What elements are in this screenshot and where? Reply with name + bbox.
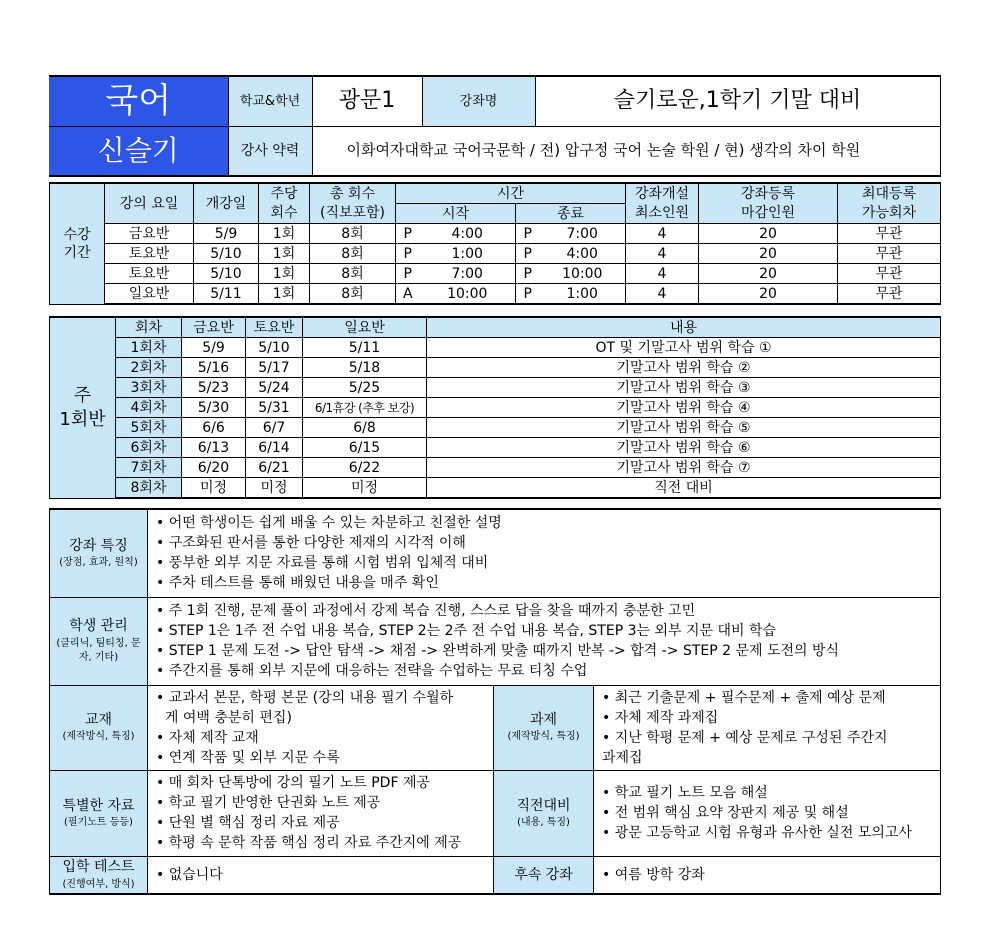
- end-period: P: [516, 264, 540, 284]
- session: 2회차: [116, 358, 182, 378]
- content: 기말고사 범위 학습 ④: [427, 398, 941, 418]
- features-subtitle: (장점, 효과, 원칙): [59, 557, 138, 569]
- list-item: • 주 1회 진행, 문제 풀이 과정에서 강제 복습 진행, 스스로 답을 찾을 때까지 충분한 고민: [156, 602, 696, 619]
- fri-date: 5/23: [182, 378, 246, 398]
- date: 5/11: [194, 284, 259, 305]
- session: 5회차: [116, 418, 182, 438]
- start-period: A: [396, 284, 420, 305]
- session: 4회차: [116, 398, 182, 418]
- max: 무관: [838, 224, 941, 244]
- entrance-subtitle: (진행여부, 방식): [62, 878, 135, 890]
- weekly-row: [50, 458, 941, 478]
- features-list: [148, 509, 941, 597]
- end-time: 4:00: [540, 244, 626, 264]
- weekly-plan-table: [49, 316, 941, 499]
- content: OT 및 기말고사 범위 학습 ①: [427, 338, 941, 358]
- list-item: • 풍부한 외부 지문 자료를 통해 시험 범위 입체적 대비: [156, 555, 489, 571]
- col-content: 내용: [427, 317, 941, 338]
- fri-date: 6/6: [182, 418, 246, 438]
- date: 5/10: [194, 244, 259, 264]
- sat-date: 5/17: [246, 358, 303, 378]
- col-start-date: 개강일: [194, 183, 259, 224]
- homework-subtitle: (제작방식, 특징): [507, 731, 580, 743]
- list-item: • 자체 제작 교재: [156, 729, 259, 746]
- col-time: 시간: [396, 183, 626, 204]
- col-deadline: 강좌등록 마감인원: [699, 183, 838, 224]
- weekly-row: [50, 418, 941, 438]
- end-time: 10:00: [540, 264, 626, 284]
- deadline: 20: [699, 224, 838, 244]
- sat-date: 5/10: [246, 338, 303, 358]
- list-item: • 전 범위 핵심 요약 장판지 제공 및 해설: [602, 805, 849, 821]
- fri-date: 6/13: [182, 438, 246, 458]
- list-item: • 매 회차 단톡방에 강의 필기 노트 PDF 제공: [156, 774, 430, 791]
- end-period: P: [516, 244, 540, 264]
- list-item: • 지난 학평 문제 + 예상 문제로 구성된 주간지: [602, 729, 888, 746]
- max: 무관: [838, 244, 941, 264]
- textbook-subtitle: (제작방식, 특징): [62, 731, 135, 743]
- special-subtitle: (필기노트 등등): [64, 816, 133, 828]
- entrance-title: 입학 테스트: [62, 859, 135, 876]
- list-item: • 없습니다: [156, 866, 223, 883]
- followup-label: [494, 856, 594, 894]
- management-subtitle: (클리닉, 팀티칭, 문자, 기타): [56, 637, 141, 664]
- sun-date: 6/1휴강 (추후 보강): [303, 398, 427, 418]
- weekly: 1회: [259, 284, 310, 305]
- col-fri: 금요반: [182, 317, 246, 338]
- content: 기말고사 범위 학습 ⑦: [427, 458, 941, 478]
- list-item: • 주차 테스트를 통해 배웠던 내용을 매주 확인: [156, 575, 439, 591]
- weekly-row: [50, 438, 941, 458]
- col-max: 최대등록 가능회차: [838, 183, 941, 224]
- col-time-start: 시작: [396, 204, 516, 224]
- management-title: 학생 관리: [69, 618, 128, 635]
- fri-date: 6/20: [182, 458, 246, 478]
- course-info-table: [49, 508, 941, 895]
- list-item: 게 여백 충분히 편집): [156, 709, 292, 726]
- course-value: 슬기로운,1학기 기말 대비: [535, 76, 940, 126]
- followup-value: [594, 856, 941, 894]
- weekly: 1회: [259, 264, 310, 284]
- content: 기말고사 범위 학습 ⑥: [427, 438, 941, 458]
- max: 무관: [838, 284, 941, 305]
- final-label: [494, 770, 594, 856]
- list-item: • 구조화된 판서를 통한 다양한 제재의 시각적 이해: [156, 535, 466, 551]
- start-time: 1:00: [420, 244, 516, 264]
- col-day: 강의 요일: [105, 183, 194, 224]
- deadline: 20: [699, 264, 838, 284]
- career-label: 강사 약력: [228, 126, 312, 176]
- weekly-row: [50, 478, 941, 499]
- session: 1회차: [116, 338, 182, 358]
- content: 기말고사 범위 학습 ⑤: [427, 418, 941, 438]
- deadline: 20: [699, 244, 838, 264]
- list-item: • 여름 방학 강좌: [602, 866, 705, 883]
- special-list: [148, 770, 494, 856]
- col-sat: 토요반: [246, 317, 303, 338]
- sat-date: 6/14: [246, 438, 303, 458]
- fri-date: 미정: [182, 478, 246, 499]
- list-item: • 교과서 본문, 학평 본문 (강의 내용 필기 수월하: [156, 689, 454, 706]
- special-label: [50, 770, 148, 856]
- weekly-side-label: 주 1회반: [50, 317, 116, 498]
- textbook-label: [50, 685, 148, 770]
- weekly-row: [50, 338, 941, 358]
- course-header: [49, 75, 941, 177]
- teacher-name: 신슬기: [49, 126, 228, 176]
- end-period: P: [516, 284, 540, 305]
- schedule-row: [50, 284, 941, 305]
- management-label: [50, 597, 148, 685]
- schedule-table: [49, 182, 941, 305]
- sun-date: 5/18: [303, 358, 427, 378]
- subject-title: 국어: [49, 76, 228, 126]
- col-min: 강좌개설 최소인원: [626, 183, 699, 224]
- list-item: • 어떤 학생이든 쉽게 배울 수 있는 차분하고 친절한 설명: [156, 515, 502, 531]
- sun-date: 6/8: [303, 418, 427, 438]
- weekly-row: [50, 358, 941, 378]
- management-list: [148, 597, 941, 685]
- sat-date: 6/21: [246, 458, 303, 478]
- end-time: 7:00: [540, 224, 626, 244]
- start-time: 4:00: [420, 224, 516, 244]
- list-item: • 단원 별 핵심 정리 자료 제공: [156, 814, 340, 831]
- min: 4: [626, 264, 699, 284]
- date: 5/10: [194, 264, 259, 284]
- deadline: 20: [699, 284, 838, 305]
- list-item: • STEP 1 문제 도전 -> 답안 탐색 -> 채점 -> 완벽하게 맞출 때까지 반복 -> 합격 -> STEP 2 문제 도전의 방식: [156, 642, 840, 659]
- date: 5/9: [194, 224, 259, 244]
- textbook-list: [148, 685, 494, 770]
- textbook-title: 교재: [84, 712, 113, 729]
- sat-date: 미정: [246, 478, 303, 499]
- schedule-side-label: 수강 기간: [50, 183, 105, 304]
- content: 기말고사 범위 학습 ②: [427, 358, 941, 378]
- list-item: • 연계 작품 및 외부 지문 수록: [156, 749, 340, 766]
- day: 토요반: [105, 264, 194, 284]
- total: 8회: [310, 244, 396, 264]
- start-time: 10:00: [420, 284, 516, 305]
- list-item: • 자체 제작 과제집: [602, 709, 719, 726]
- homework-title: 과제: [529, 712, 558, 729]
- min: 4: [626, 244, 699, 264]
- session: 7회차: [116, 458, 182, 478]
- special-title: 특별한 자료: [62, 797, 135, 814]
- content: 직전 대비: [427, 478, 941, 499]
- sun-date: 6/15: [303, 438, 427, 458]
- sat-date: 5/31: [246, 398, 303, 418]
- col-time-end: 종료: [516, 204, 626, 224]
- end-time: 1:00: [540, 284, 626, 305]
- start-time: 7:00: [420, 264, 516, 284]
- weekly-row: [50, 378, 941, 398]
- weekly-row: [50, 398, 941, 418]
- schedule-row: [50, 244, 941, 264]
- school-label: 학교&학년: [228, 76, 312, 126]
- start-period: P: [396, 244, 420, 264]
- homework-list: [594, 685, 941, 770]
- features-label: [50, 509, 148, 597]
- entrance-value: [148, 856, 494, 894]
- course-label: 강좌명: [422, 76, 535, 126]
- list-item: • 광문 고등학교 시험 유형과 유사한 실전 모의고사: [602, 825, 912, 841]
- list-item: • STEP 1은 1주 전 수업 내용 복습, STEP 2는 2주 전 수업 내용 복습, STEP 3는 외부 지문 대비 학습: [156, 622, 777, 639]
- col-sun: 일요반: [303, 317, 427, 338]
- min: 4: [626, 284, 699, 305]
- total: 8회: [310, 264, 396, 284]
- fri-date: 5/9: [182, 338, 246, 358]
- session: 3회차: [116, 378, 182, 398]
- session: 8회차: [116, 478, 182, 499]
- weekly: 1회: [259, 224, 310, 244]
- total: 8회: [310, 284, 396, 305]
- final-subtitle: (내용, 특징): [517, 816, 570, 828]
- list-item: • 주간지를 통해 외부 지문에 대응하는 전략을 수업하는 무료 티칭 수업: [156, 662, 588, 679]
- min: 4: [626, 224, 699, 244]
- list-item: • 학교 필기 노트 모음 해설: [602, 785, 768, 801]
- sun-date: 6/22: [303, 458, 427, 478]
- followup-title: 후속 강좌: [514, 866, 573, 883]
- final-list: [594, 770, 941, 856]
- col-total: 총 회수 (직보포함): [310, 183, 396, 224]
- fri-date: 5/16: [182, 358, 246, 378]
- list-item: • 학평 속 문학 작품 핵심 정리 자료 주간지에 제공: [156, 834, 462, 851]
- day: 일요반: [105, 284, 194, 305]
- sat-date: 6/7: [246, 418, 303, 438]
- school-value: 광문1: [312, 76, 422, 126]
- sun-date: 5/11: [303, 338, 427, 358]
- career-value: 이화여자대학교 국어국문학 / 전) 압구정 국어 논술 학원 / 현) 생각의 차이 학원: [312, 126, 940, 176]
- content: 기말고사 범위 학습 ③: [427, 378, 941, 398]
- sun-date: 미정: [303, 478, 427, 499]
- homework-label: [494, 685, 594, 770]
- fri-date: 5/30: [182, 398, 246, 418]
- list-item: • 학교 필기 반영한 단권화 노트 제공: [156, 794, 381, 811]
- session: 6회차: [116, 438, 182, 458]
- max: 무관: [838, 264, 941, 284]
- start-period: P: [396, 264, 420, 284]
- col-weekly: 주당 회수: [259, 183, 310, 224]
- list-item: 과제집: [602, 749, 643, 766]
- schedule-row: [50, 224, 941, 244]
- col-session: 회차: [116, 317, 182, 338]
- sun-date: 5/25: [303, 378, 427, 398]
- total: 8회: [310, 224, 396, 244]
- day: 금요반: [105, 224, 194, 244]
- final-title: 직전대비: [516, 797, 571, 814]
- end-period: P: [516, 224, 540, 244]
- day: 토요반: [105, 244, 194, 264]
- schedule-row: [50, 264, 941, 284]
- start-period: P: [396, 224, 420, 244]
- features-title: 강좌 특징: [69, 537, 128, 554]
- list-item: • 최근 기출문제 + 필수문제 + 출제 예상 문제: [602, 689, 886, 706]
- entrance-label: [50, 856, 148, 894]
- sat-date: 5/24: [246, 378, 303, 398]
- weekly: 1회: [259, 244, 310, 264]
